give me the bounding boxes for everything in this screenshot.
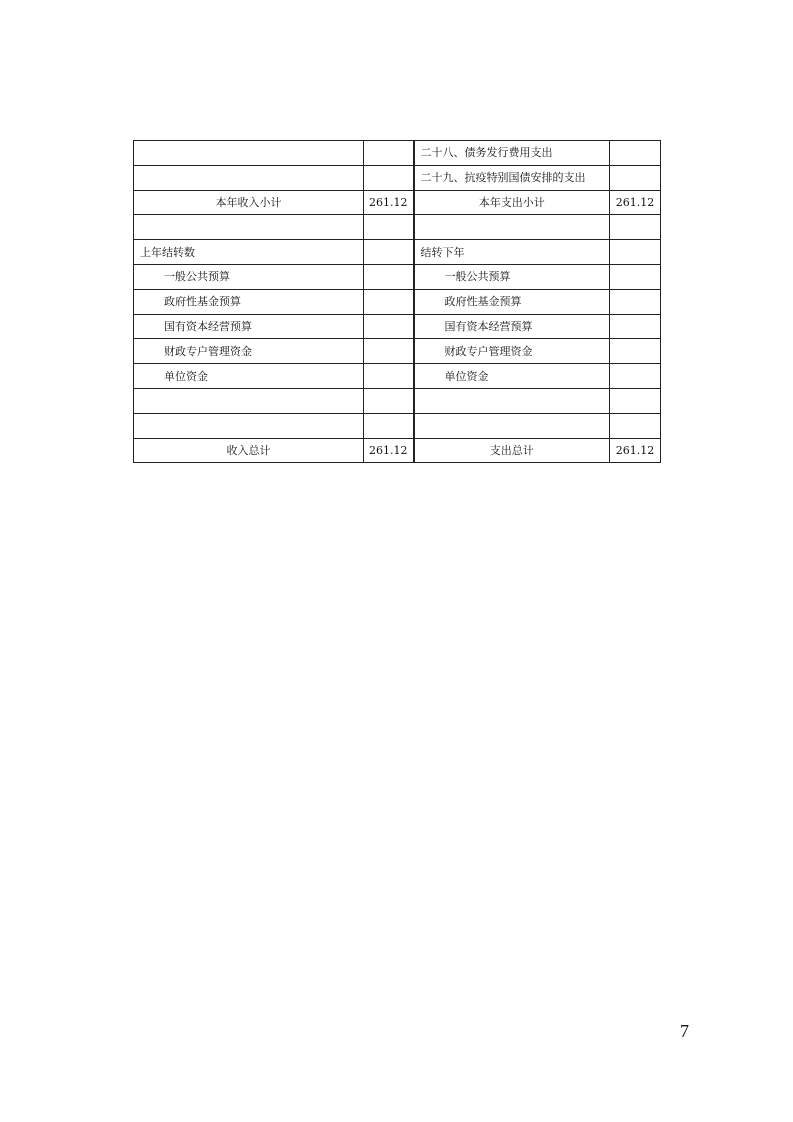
table-row [134,339,661,364]
subtotal-row [134,190,661,215]
income-label-cell [134,215,364,240]
table-row [134,215,661,240]
table-row [134,141,661,166]
expense-value-cell [610,413,661,438]
income-value-cell [364,264,414,289]
page-number: 7 [680,1021,689,1041]
income-label-cell [134,141,364,166]
expense-label-cell: 政府性基金预算 [414,289,610,314]
expense-label-cell: 一般公共预算 [414,264,610,289]
income-value-cell [364,314,414,339]
expense-label-cell: 二十八、债务发行费用支出 [414,141,610,166]
table-row [134,388,661,413]
expense-value-cell [610,388,661,413]
income-value-cell [364,240,414,265]
expense-label-cell: 财政专户管理资金 [414,339,610,364]
total-row [134,438,661,463]
table-row [134,314,661,339]
table-row [134,289,661,314]
income-subtotal-value: 261.12 [364,190,414,215]
income-subtotal-label: 本年收入小计 [134,190,364,215]
table-row [134,413,661,438]
table-row [134,364,661,389]
income-label-cell: 一般公共预算 [134,264,364,289]
expense-value-cell [610,314,661,339]
expense-label-cell: 单位资金 [414,364,610,389]
expense-subtotal-label: 本年支出小计 [414,190,610,215]
expense-value-cell [610,264,661,289]
income-label-cell: 国有资本经营预算 [134,314,364,339]
expense-label-cell [414,388,610,413]
income-value-cell [364,165,414,190]
expense-value-cell [610,215,661,240]
expense-label-cell: 二十九、抗疫特别国债安排的支出 [414,165,610,190]
income-total-value: 261.12 [364,438,414,463]
income-total-label: 收入总计 [134,438,364,463]
income-label-cell: 财政专户管理资金 [134,339,364,364]
income-label-cell: 单位资金 [134,364,364,389]
table-row [134,240,661,265]
income-value-cell [364,289,414,314]
income-value-cell [364,388,414,413]
table-row [134,264,661,289]
expense-subtotal-value: 261.12 [610,190,661,215]
income-label-cell: 政府性基金预算 [134,289,364,314]
income-value-cell [364,141,414,166]
income-label-cell: 上年结转数 [134,240,364,265]
income-value-cell [364,364,414,389]
table-row [134,165,661,190]
income-label-cell [134,388,364,413]
expense-value-cell [610,339,661,364]
expense-total-label: 支出总计 [414,438,610,463]
expense-value-cell [610,364,661,389]
expense-value-cell [610,289,661,314]
expense-value-cell [610,165,661,190]
expense-total-value: 261.12 [610,438,661,463]
expense-value-cell [610,240,661,265]
income-value-cell [364,413,414,438]
expense-label-cell [414,413,610,438]
expense-label-cell [414,215,610,240]
budget-table [133,140,661,463]
expense-value-cell [610,141,661,166]
income-label-cell [134,413,364,438]
income-label-cell [134,165,364,190]
income-value-cell [364,215,414,240]
expense-label-cell: 国有资本经营预算 [414,314,610,339]
expense-label-cell: 结转下年 [414,240,610,265]
income-value-cell [364,339,414,364]
